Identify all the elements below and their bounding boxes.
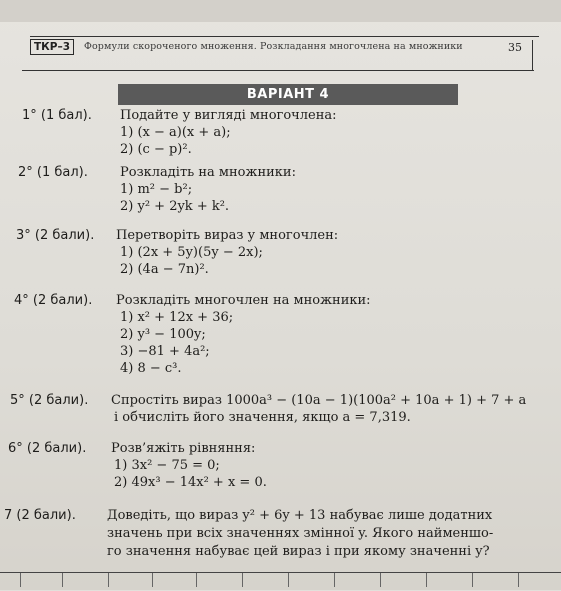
header-top-rule [30, 36, 539, 37]
variant-banner: ВАРІАНТ 4 [118, 84, 458, 105]
test-code-tag: ТКР–3 [30, 39, 74, 55]
task-7-continuation-2: го значення набуває цей вираз і при якому значенні y? [107, 544, 490, 559]
task-7-continuation-1: значень при всіх значеннях змінної y. Якого найменшо- [107, 526, 494, 541]
task-6-label: 6° (2 бали). [8, 441, 87, 456]
task-3-label: 3° (2 бали). [16, 228, 95, 243]
page-top-edge [0, 0, 561, 22]
task-4-item-3: 3) −81 + 4a²; [120, 344, 210, 359]
task-4-item-1: 1) x² + 12x + 36; [120, 310, 234, 325]
task-1-item-1: 1) (x − a)(x + a); [120, 125, 231, 140]
page-header [22, 36, 537, 70]
header-title: Формули скороченого множення. Розкладання многочлена на множники [84, 41, 463, 52]
task-1-text: Подайте у вигляді многочлена: [120, 108, 337, 123]
task-7-label: 7 (2 бали). [4, 508, 76, 523]
task-2-label: 2° (1 бал). [18, 165, 88, 180]
task-1-item-2: 2) (c − p)². [120, 142, 192, 157]
task-7-text: Доведіть, що вираз y² + 6y + 13 набуває лише додатних [107, 508, 493, 523]
task-5-continuation: і обчисліть його значення, якщо a = 7,319. [114, 410, 411, 425]
bottom-ruler [0, 572, 561, 591]
page-number-bar [532, 40, 533, 70]
task-6-item-1: 1) 3x² − 75 = 0; [114, 458, 220, 473]
task-4-text: Розкладіть многочлен на множники: [116, 293, 371, 308]
task-2-item-1: 1) m² − b²; [120, 182, 193, 197]
task-4-item-2: 2) y³ − 100y; [120, 327, 206, 342]
task-3-item-1: 1) (2x + 5y)(5y − 2x); [120, 245, 263, 260]
task-1-label: 1° (1 бал). [22, 108, 92, 123]
task-4-item-4: 4) 8 − c³. [120, 361, 182, 376]
task-3-text: Перетворіть вираз у многочлен: [116, 228, 339, 243]
task-4-label: 4° (2 бали). [14, 293, 93, 308]
task-3-item-2: 2) (4a − 7n)². [120, 262, 209, 277]
task-5-text: Спростіть вираз 1000a³ − (10a − 1)(100a² + 10a + 1) + 7 + a [111, 393, 527, 408]
task-2-text: Розкладіть на множники: [120, 165, 296, 180]
page-number: 35 [508, 41, 522, 54]
header-bottom-rule [22, 70, 534, 71]
task-5-label: 5° (2 бали). [10, 393, 89, 408]
task-6-item-2: 2) 49x³ − 14x² + x = 0. [114, 475, 267, 490]
task-6-text: Розв’яжіть рівняння: [111, 441, 256, 456]
task-2-item-2: 2) y² + 2yk + k². [120, 199, 230, 214]
